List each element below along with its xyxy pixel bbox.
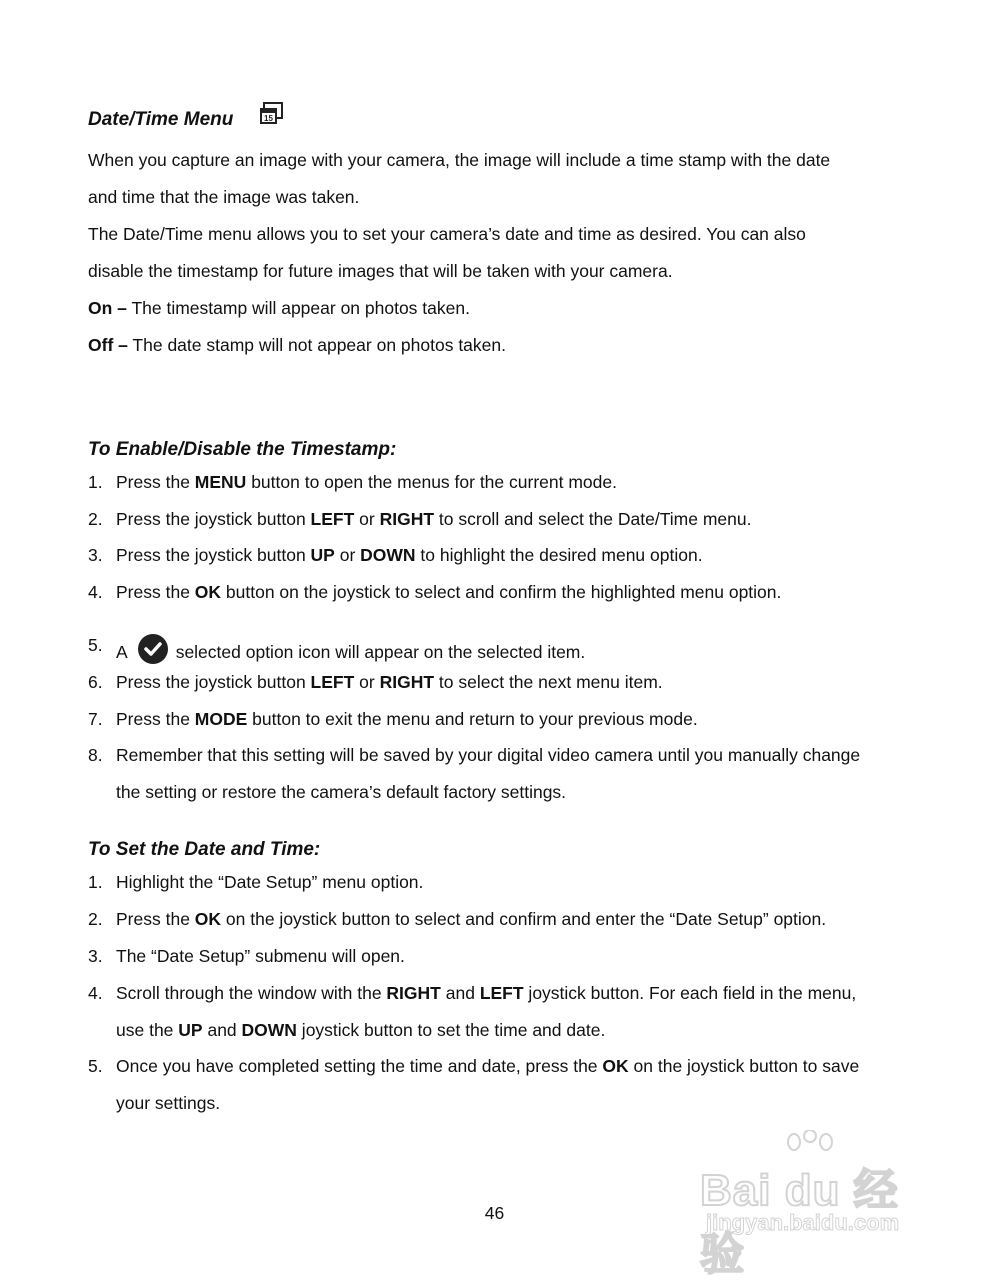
step-text: Scroll through the window with the RIGHT and LEFT joystick button. For each field in the menu, (116, 983, 857, 1003)
step-text: Once you have completed setting the time and date, press the OK on the joystick button to save (116, 1056, 860, 1076)
baidu-watermark (700, 1130, 932, 1279)
step-number: 5. (88, 635, 103, 655)
option-off-text: The date stamp will not appear on photos taken. (127, 335, 506, 355)
step-text: Remember that this setting will be saved by your digital video camera until you manually change (116, 745, 861, 765)
step-text: Press the MODE button to exit the menu and return to your previous mode. (116, 709, 698, 729)
intro-line-2: and time that the image was taken. (88, 187, 360, 207)
step-text: A selected option icon will appear on the selected item. (116, 634, 585, 664)
step-number: 5. (88, 1056, 103, 1076)
step-text: Press the joystick button UP or DOWN to highlight the desired menu option. (116, 545, 703, 565)
option-off (88, 334, 506, 356)
page-number: 46 (484, 1203, 505, 1223)
option-on (88, 297, 470, 319)
step-number: 3. (88, 545, 103, 565)
step-number: 1. (88, 472, 103, 492)
step-number: 2. (88, 509, 103, 529)
section-date-heading: To Set the Date and Time: (88, 839, 321, 860)
step-number: 7. (88, 709, 103, 729)
intro-line-4: disable the timestamp for future images that will be taken with your camera. (88, 261, 673, 281)
section-enable-heading: To Enable/Disable the Timestamp: (88, 439, 397, 460)
svg-text:15: 15 (264, 114, 273, 123)
page-title: Date/Time Menu (88, 109, 234, 130)
intro-line-1: When you capture an image with your camera, the image will include a time stamp with the date (88, 150, 831, 170)
watermark-url: jingyan.baidu.com (706, 1210, 900, 1235)
step-number: 2. (88, 909, 103, 929)
step-text: Press the joystick button LEFT or RIGHT to scroll and select the Date/Time menu. (116, 509, 752, 529)
intro-line-3: The Date/Time menu allows you to set your camera’s date and time as desired. You can also (88, 224, 806, 244)
option-on-text: The timestamp will appear on photos taken. (126, 298, 470, 318)
step-text-continued: the setting or restore the camera’s default factory settings. (116, 782, 567, 802)
step-number: 8. (88, 745, 103, 765)
option-on-label: On – (88, 298, 127, 318)
checkmark-icon (138, 634, 168, 664)
step-text: Press the OK on the joystick button to select and confirm and enter the “Date Setup” option. (116, 909, 827, 929)
option-off-label: Off – (88, 335, 128, 355)
step-text: Press the joystick button LEFT or RIGHT to select the next menu item. (116, 672, 663, 692)
step-text: The “Date Setup” submenu will open. (116, 946, 405, 966)
calendar-icon (258, 102, 284, 126)
step-number: 6. (88, 672, 103, 692)
step-text: Press the MENU button to open the menus for the current mode. (116, 472, 617, 492)
step-text: Press the OK button on the joystick to select and confirm the highlighted menu option. (116, 582, 782, 602)
watermark-logo-text: Bai du 经验 (700, 1166, 899, 1279)
step-number: 1. (88, 872, 103, 892)
step-text-continued: your settings. (116, 1093, 221, 1113)
step-number: 4. (88, 582, 103, 602)
step-text-continued: use the UP and DOWN joystick button to set the time and date. (116, 1020, 606, 1040)
step-number: 4. (88, 983, 103, 1003)
step-text: Highlight the “Date Setup” menu option. (116, 872, 424, 892)
step-number: 3. (88, 946, 103, 966)
